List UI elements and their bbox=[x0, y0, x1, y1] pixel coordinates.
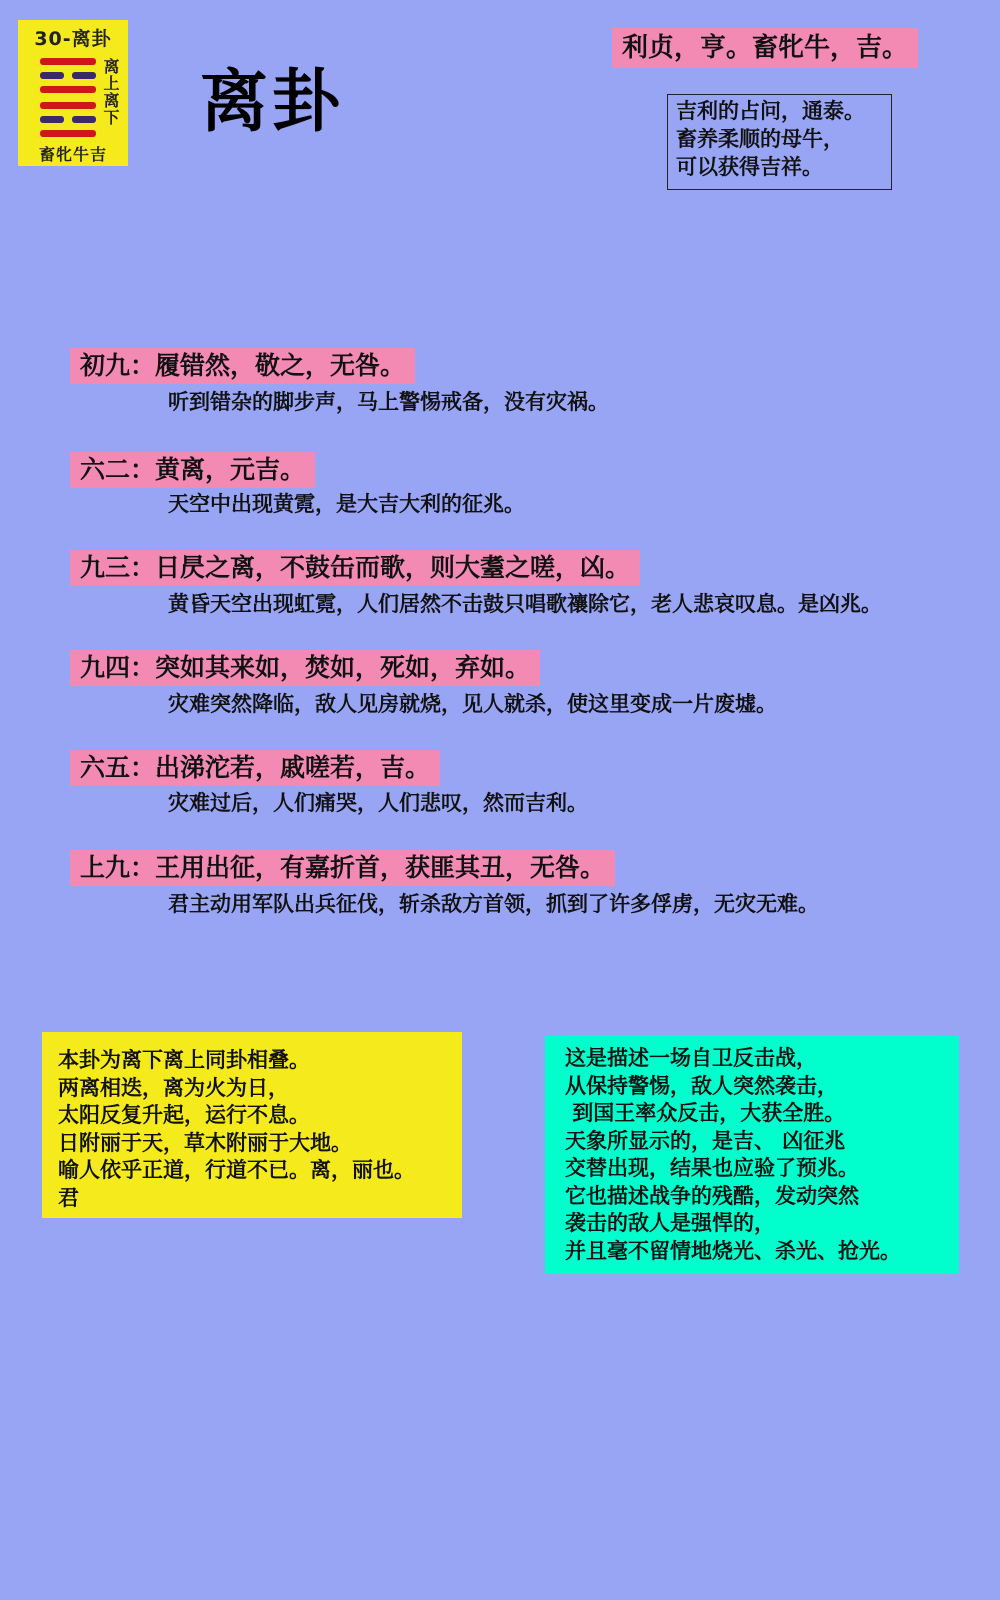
commentary-line: 日附丽于天，草木附丽于大地。 bbox=[58, 1129, 352, 1155]
hexagram-line-6 bbox=[40, 130, 96, 137]
judgment-translation-line: 可以获得吉祥。 bbox=[676, 154, 823, 179]
commentary-line: 它也描述战争的残酷，发动突然 bbox=[565, 1182, 859, 1208]
line-text-6: 上九：王用出征，有嘉折首，获匪其丑，无咎。 bbox=[70, 850, 615, 886]
commentary-box-left bbox=[42, 1032, 462, 1218]
hexagram-line-3 bbox=[40, 86, 96, 93]
judgment-text: 利贞，亨。畜牝牛，吉。 bbox=[612, 28, 918, 68]
badge-title: 30-离卦 bbox=[34, 28, 112, 50]
commentary-line: 到国王率众反击，大获全胜。 bbox=[565, 1100, 846, 1125]
commentary-line: 君 bbox=[58, 1184, 79, 1210]
judgment-translation-line: 畜养柔顺的母牛， bbox=[676, 126, 844, 151]
hexagram-line-2a bbox=[40, 72, 64, 79]
line-text-4: 九四：突如其来如，焚如，死如，弃如。 bbox=[70, 650, 540, 686]
commentary-line: 本卦为离下离上同卦相叠。 bbox=[58, 1047, 310, 1072]
judgment-translation-box bbox=[667, 94, 892, 190]
badge-subtitle: 畜牝牛吉 bbox=[38, 145, 107, 164]
line-translation-6: 君主动用军队出兵征伐，斩杀敌方首领，抓到了许多俘虏，无灾无难。 bbox=[168, 891, 819, 916]
hexagram-line-1 bbox=[40, 58, 96, 65]
commentary-box-right bbox=[545, 1036, 959, 1274]
hexagram-line-5a bbox=[40, 116, 64, 123]
hexagram-line-4 bbox=[40, 102, 96, 109]
line-text-1: 初九：履错然，敬之，无咎。 bbox=[70, 348, 415, 384]
commentary-line: 从保持警惕，敌人突然袭击， bbox=[565, 1072, 838, 1098]
hexagram-icon bbox=[40, 58, 96, 138]
commentary-line: 并且毫不留情地烧光、杀光、抢光。 bbox=[565, 1237, 901, 1263]
commentary-line: 这是描述一场自卫反击战， bbox=[565, 1045, 817, 1070]
commentary-line: 太阳反复升起，运行不息。 bbox=[58, 1102, 310, 1127]
page-title: 离卦 bbox=[200, 63, 345, 142]
hexagram-badge bbox=[18, 20, 128, 166]
commentary-line: 交替出现，结果也应验了预兆。 bbox=[565, 1155, 859, 1180]
hexagram-line-5b bbox=[72, 116, 96, 123]
line-text-3: 九三：日昃之离，不鼓缶而歌，则大耋之嗟，凶。 bbox=[70, 550, 640, 586]
hexagram-line-2b bbox=[72, 72, 96, 79]
commentary-line: 两离相迭，离为火为日， bbox=[58, 1074, 289, 1100]
badge-trigram-label: 离上离下 bbox=[101, 58, 120, 126]
commentary-line: 天象所显示的，是吉、 凶征兆 bbox=[565, 1127, 846, 1153]
line-text-5: 六五：出涕沱若，戚嗟若，吉。 bbox=[70, 750, 440, 786]
line-text-2: 六二：黄离，元吉。 bbox=[70, 452, 315, 488]
line-translation-2: 天空中出现黄霓，是大吉大利的征兆。 bbox=[168, 491, 525, 516]
commentary-line: 袭击的敌人是强悍的， bbox=[565, 1210, 775, 1235]
line-translation-5: 灾难过后，人们痛哭，人们悲叹，然而吉利。 bbox=[168, 790, 588, 815]
line-translation-4: 灾难突然降临，敌人见房就烧，见人就杀，使这里变成一片废墟。 bbox=[168, 691, 777, 716]
commentary-line: 喻人依乎正道，行道不已。离，丽也。 bbox=[58, 1157, 415, 1182]
line-translation-1: 听到错杂的脚步声，马上警惕戒备，没有灾祸。 bbox=[168, 389, 609, 414]
line-translation-3: 黄昏天空出现虹霓，人们居然不击鼓只唱歌禳除它，老人悲哀叹息。是凶兆。 bbox=[168, 591, 882, 616]
judgment-translation-line: 吉利的占问，通泰。 bbox=[676, 98, 865, 123]
